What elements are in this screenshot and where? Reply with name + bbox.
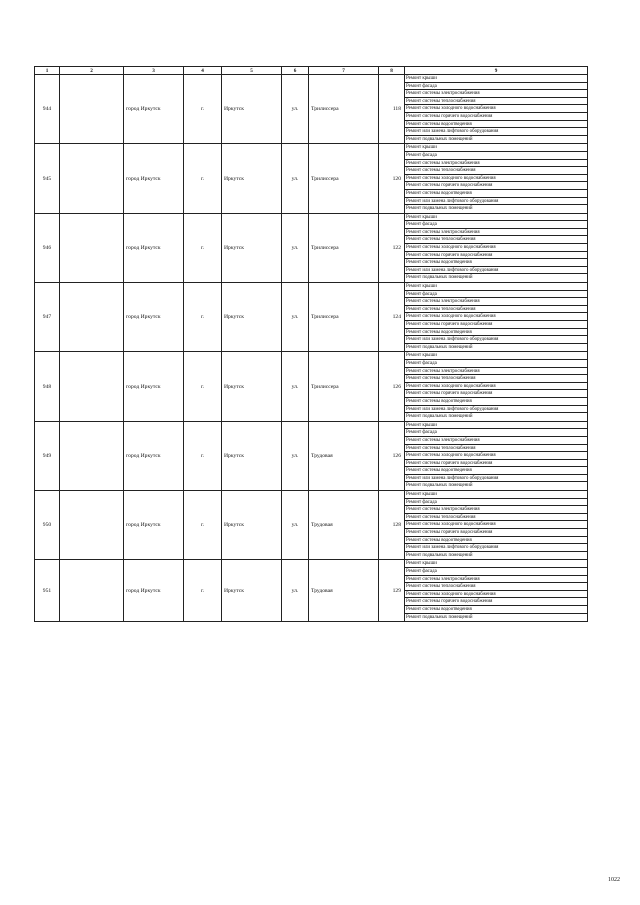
- work-item: Ремонт крыши: [405, 144, 587, 152]
- street-type: ул.: [282, 144, 309, 213]
- work-item: Ремонт подвальных помещений: [406, 483, 473, 489]
- settlement-type: г.: [184, 352, 222, 421]
- street-name: Трилиссера: [309, 213, 379, 282]
- work-item: Ремонт крыши: [405, 491, 587, 499]
- works-list: [405, 75, 588, 144]
- header-col-8: 8: [379, 67, 405, 75]
- works-list: [405, 421, 588, 490]
- municipality: город Иркутск: [124, 144, 184, 213]
- table-row: [35, 283, 588, 352]
- settlement-type: г.: [184, 213, 222, 282]
- work-item: Ремонт системы горячего водоснабжения: [405, 390, 587, 398]
- work-item: Ремонт системы холодного водоснабжения: [405, 452, 587, 460]
- work-item: Ремонт системы водоотведения: [405, 606, 587, 614]
- work-item: Ремонт фасада: [405, 568, 587, 576]
- work-item: Ремонт фасада: [405, 291, 587, 299]
- work-item: Ремонт или замена лифтового оборудования: [405, 198, 587, 206]
- work-item: Ремонт подвальных помещений: [406, 275, 473, 281]
- street-name: Трудовая: [309, 491, 379, 560]
- work-item: Ремонт подвальных помещений: [406, 344, 473, 350]
- street-name: Трилиссера: [309, 144, 379, 213]
- header-col-4: 4: [184, 67, 222, 75]
- works-list: [405, 491, 588, 560]
- municipality-blank: [60, 421, 124, 490]
- street-type: ул.: [282, 491, 309, 560]
- work-item: Ремонт системы холодного водоснабжения: [405, 313, 587, 321]
- municipality: город Иркутск: [124, 213, 184, 282]
- work-item: Ремонт системы электроснабжения: [405, 160, 587, 168]
- house-number: 124: [379, 283, 405, 352]
- row-number: 944: [35, 75, 60, 144]
- table-row: [35, 491, 588, 560]
- work-item: Ремонт фасада: [405, 360, 587, 368]
- settlement-name: Иркутск: [222, 213, 282, 282]
- table-row: [35, 144, 588, 213]
- row-number: 945: [35, 144, 60, 213]
- table-row: [35, 421, 588, 490]
- work-item: Ремонт системы электроснабжения: [405, 229, 587, 237]
- municipality: город Иркутск: [124, 352, 184, 421]
- work-item: Ремонт системы водоотведения: [405, 121, 587, 129]
- work-item: Ремонт или замена лифтового оборудования: [405, 267, 587, 275]
- work-item: Ремонт крыши: [405, 352, 587, 360]
- work-item: Ремонт системы водоотведения: [405, 398, 587, 406]
- work-item: Ремонт системы холодного водоснабжения: [405, 591, 587, 599]
- work-item: Ремонт системы водоотведения: [405, 329, 587, 337]
- work-item: Ремонт или замена лифтового оборудования: [405, 406, 587, 414]
- municipality-blank: [60, 144, 124, 213]
- settlement-type: г.: [184, 491, 222, 560]
- municipality: город Иркутск: [124, 283, 184, 352]
- house-number: 120: [379, 144, 405, 213]
- work-item: Ремонт системы водоотведения: [405, 259, 587, 267]
- work-item: Ремонт системы электроснабжения: [405, 368, 587, 376]
- row-number: 951: [35, 560, 60, 622]
- table-row: [35, 213, 588, 282]
- work-item: Ремонт системы горячего водоснабжения: [405, 598, 587, 606]
- work-item: Ремонт фасада: [405, 152, 587, 160]
- municipality-blank: [60, 491, 124, 560]
- street-name: Трилиссера: [309, 75, 379, 144]
- settlement-name: Иркутск: [222, 560, 282, 622]
- house-number: 118: [379, 75, 405, 144]
- work-item: Ремонт крыши: [405, 283, 587, 291]
- work-item: Ремонт системы теплоснабжения: [405, 167, 587, 175]
- work-item: Ремонт системы теплоснабжения: [405, 375, 587, 383]
- table-row: [35, 352, 588, 421]
- work-item: Ремонт системы холодного водоснабжения: [405, 244, 587, 252]
- work-item: Ремонт системы электроснабжения: [405, 576, 587, 584]
- work-item: Ремонт системы горячего водоснабжения: [405, 529, 587, 537]
- work-item: Ремонт подвальных помещений: [406, 614, 473, 620]
- row-number: 950: [35, 491, 60, 560]
- work-item: Ремонт фасада: [405, 429, 587, 437]
- municipality: город Иркутск: [124, 491, 184, 560]
- municipality: город Иркутск: [124, 560, 184, 622]
- work-item: Ремонт фасада: [405, 499, 587, 507]
- settlement-type: г.: [184, 560, 222, 622]
- work-item: Ремонт системы горячего водоснабжения: [405, 460, 587, 468]
- street-name: Трилиссера: [309, 283, 379, 352]
- work-item: Ремонт крыши: [405, 560, 587, 568]
- street-type: ул.: [282, 213, 309, 282]
- page-number: 1022: [608, 877, 620, 883]
- street-type: ул.: [282, 352, 309, 421]
- street-name: Трудовая: [309, 421, 379, 490]
- works-list: [405, 352, 588, 421]
- settlement-type: г.: [184, 75, 222, 144]
- work-item: Ремонт системы холодного водоснабжения: [405, 105, 587, 113]
- header-col-5: 5: [222, 67, 282, 75]
- row-number: 946: [35, 213, 60, 282]
- municipality-blank: [60, 560, 124, 622]
- work-item: Ремонт системы водоотведения: [405, 537, 587, 545]
- house-number: 128: [379, 491, 405, 560]
- municipality: город Иркутск: [124, 75, 184, 144]
- work-item: Ремонт системы электроснабжения: [405, 90, 587, 98]
- house-number: 129: [379, 560, 405, 622]
- house-number: 126: [379, 352, 405, 421]
- house-number: 126: [379, 421, 405, 490]
- settlement-name: Иркутск: [222, 421, 282, 490]
- work-item: Ремонт системы холодного водоснабжения: [405, 521, 587, 529]
- work-item: Ремонт системы холодного водоснабжения: [405, 383, 587, 391]
- table-row: [35, 560, 588, 622]
- municipality-blank: [60, 213, 124, 282]
- work-item: Ремонт подвальных помещений: [406, 552, 473, 558]
- work-item: Ремонт крыши: [405, 422, 587, 430]
- row-number: 948: [35, 352, 60, 421]
- settlement-type: г.: [184, 283, 222, 352]
- work-item: Ремонт системы водоотведения: [405, 190, 587, 198]
- header-col-2: 2: [60, 67, 124, 75]
- work-item: Ремонт системы электроснабжения: [405, 437, 587, 445]
- work-item: Ремонт системы горячего водоснабжения: [405, 182, 587, 190]
- settlement-type: г.: [184, 144, 222, 213]
- work-item: Ремонт крыши: [405, 75, 587, 83]
- work-item: Ремонт или замена лифтового оборудования: [405, 128, 587, 136]
- work-item: Ремонт системы теплоснабжения: [405, 98, 587, 106]
- works-list: [405, 283, 588, 352]
- municipality-blank: [60, 75, 124, 144]
- address-works-table: [34, 66, 588, 622]
- settlement-name: Иркутск: [222, 491, 282, 560]
- header-col-6: 6: [282, 67, 309, 75]
- work-item: Ремонт системы горячего водоснабжения: [405, 252, 587, 260]
- row-number: 947: [35, 283, 60, 352]
- work-item: Ремонт или замена лифтового оборудования: [405, 475, 587, 483]
- work-item: Ремонт подвальных помещений: [406, 136, 473, 142]
- municipality-blank: [60, 283, 124, 352]
- street-name: Трилиссера: [309, 352, 379, 421]
- work-item: Ремонт или замена лифтового оборудования: [405, 544, 587, 552]
- table-row: [35, 75, 588, 144]
- work-item: Ремонт системы теплоснабжения: [405, 583, 587, 591]
- street-type: ул.: [282, 283, 309, 352]
- work-item: Ремонт системы холодного водоснабжения: [405, 175, 587, 183]
- work-item: Ремонт системы горячего водоснабжения: [405, 321, 587, 329]
- table-body: [35, 75, 588, 622]
- work-item: Ремонт фасада: [405, 83, 587, 91]
- work-item: Ремонт или замена лифтового оборудования: [405, 336, 587, 344]
- work-item: Ремонт подвальных помещений: [406, 414, 473, 420]
- work-item: Ремонт системы теплоснабжения: [405, 306, 587, 314]
- work-item: Ремонт системы теплоснабжения: [405, 514, 587, 522]
- settlement-name: Иркутск: [222, 144, 282, 213]
- works-list: [405, 213, 588, 282]
- header-col-1: 1: [35, 67, 60, 75]
- work-item: Ремонт фасада: [405, 221, 587, 229]
- work-item: Ремонт системы теплоснабжения: [405, 236, 587, 244]
- work-item: Ремонт системы электроснабжения: [405, 298, 587, 306]
- work-item: Ремонт системы электроснабжения: [405, 506, 587, 514]
- work-item: Ремонт системы горячего водоснабжения: [405, 113, 587, 121]
- work-item: Ремонт подвальных помещений: [406, 206, 473, 212]
- row-number: 949: [35, 421, 60, 490]
- work-item: Ремонт системы теплоснабжения: [405, 445, 587, 453]
- street-type: ул.: [282, 421, 309, 490]
- settlement-name: Иркутск: [222, 283, 282, 352]
- settlement-name: Иркутск: [222, 352, 282, 421]
- street-type: ул.: [282, 75, 309, 144]
- header-row: [35, 67, 588, 75]
- work-item: Ремонт крыши: [405, 214, 587, 222]
- header-col-7: 7: [309, 67, 379, 75]
- municipality: город Иркутск: [124, 421, 184, 490]
- work-item: Ремонт системы водоотведения: [405, 467, 587, 475]
- house-number: 122: [379, 213, 405, 282]
- works-list: [405, 144, 588, 213]
- settlement-name: Иркутск: [222, 75, 282, 144]
- settlement-type: г.: [184, 421, 222, 490]
- header-col-9: 9: [405, 67, 588, 75]
- street-name: Трудовая: [309, 560, 379, 622]
- municipality-blank: [60, 352, 124, 421]
- works-list: [405, 560, 588, 622]
- street-type: ул.: [282, 560, 309, 622]
- header-col-3: 3: [124, 67, 184, 75]
